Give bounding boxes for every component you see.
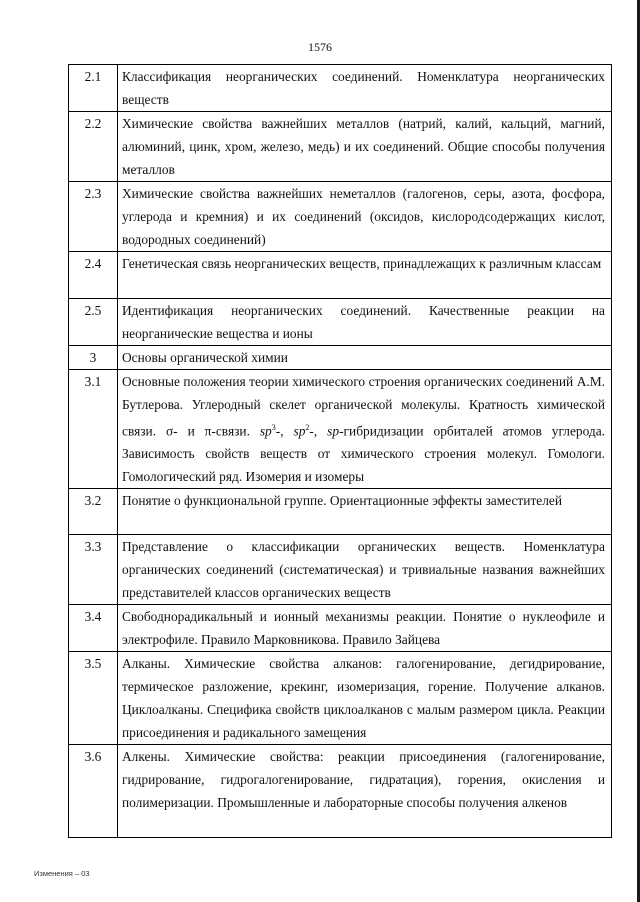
- table-row: [69, 346, 612, 370]
- footer-revision: Изменения – 03: [34, 869, 90, 878]
- row-topic: Понятие о функциональной группе. Ориентационные эффекты заместителей: [118, 489, 612, 535]
- table-row: [69, 299, 612, 346]
- syllabus-table: [68, 64, 612, 838]
- table-row: [69, 252, 612, 299]
- row-topic: Химические свойства важнейших неметаллов (галогенов, серы, азота, фосфора, углерода и кремния) и их соединений (оксидов, кислородсодержащих кислот, водородных соединений): [118, 182, 612, 252]
- page-number: 1576: [308, 40, 332, 54]
- row-topic: Классификация неорганических соединений. Номенклатура неорганических веществ: [118, 65, 612, 112]
- table-row: [69, 65, 612, 112]
- row-number: 3.4: [69, 605, 118, 652]
- row-number: 3.6: [69, 745, 118, 838]
- table-row: [69, 605, 612, 652]
- table-row: [69, 652, 612, 745]
- row-topic: Генетическая связь неорганических веществ, принадлежащих к различным классам: [118, 252, 612, 299]
- table-row: [69, 112, 612, 182]
- row-topic: Алканы. Химические свойства алканов: галогенирование, дегидрирование, термическое разложение, крекинг, изомеризация, горение. Получение алканов. Циклоалканы. Специфика свойств циклоалканов с малым размером цикла. Реакции присоединения и радикального замещения: [118, 652, 612, 745]
- row-topic: Представление о классификации органических веществ. Номенклатура органических соединений (систематическая) и тривиальные названия важнейших представителей классов органических веществ: [118, 535, 612, 605]
- row-number: 2.5: [69, 299, 118, 346]
- row-number: 2.3: [69, 182, 118, 252]
- row-number: 2.1: [69, 65, 118, 112]
- row-number: 3: [69, 346, 118, 370]
- row-number: 3.2: [69, 489, 118, 535]
- row-topic: Основные положения теории химического строения органических соединений А.М. Бутлерова. Углеродный скелет органической молекулы. Кратность химической связи. σ- и π-связи. $sp^3-$, $sp^2-$, sp-гибридизации орбиталей атомов углерода. Зависимость свойств веществ от химического строения молекул. Гомологи. Гомологический ряд. Изомерия и изомеры: [118, 370, 612, 489]
- table-row: [69, 535, 612, 605]
- row-topic: Идентификация неорганических соединений. Качественные реакции на неорганические вещества и ионы: [118, 299, 612, 346]
- table-row: [69, 370, 612, 489]
- row-topic: Основы органической химии: [118, 346, 612, 370]
- table-row: [69, 182, 612, 252]
- row-topic: Химические свойства важнейших металлов (натрий, калий, кальций, магний, алюминий, цинк, хром, железо, медь) и их соединений. Общие способы получения металлов: [118, 112, 612, 182]
- row-topic: Алкены. Химические свойства: реакции присоединения (галогенирование, гидрирование, гидрогалогенирование, гидратация), горения, окисления и полимеризации. Промышленные и лабораторные способы получения алкенов: [118, 745, 612, 838]
- row-number: 2.2: [69, 112, 118, 182]
- row-topic: Свободнорадикальный и ионный механизмы реакции. Понятие о нуклеофиле и электрофиле. Правило Марковникова. Правило Зайцева: [118, 605, 612, 652]
- row-number: 3.5: [69, 652, 118, 745]
- table-row: [69, 745, 612, 838]
- row-number: 3.1: [69, 370, 118, 489]
- row-number: 2.4: [69, 252, 118, 299]
- table-row: [69, 489, 612, 535]
- row-number: 3.3: [69, 535, 118, 605]
